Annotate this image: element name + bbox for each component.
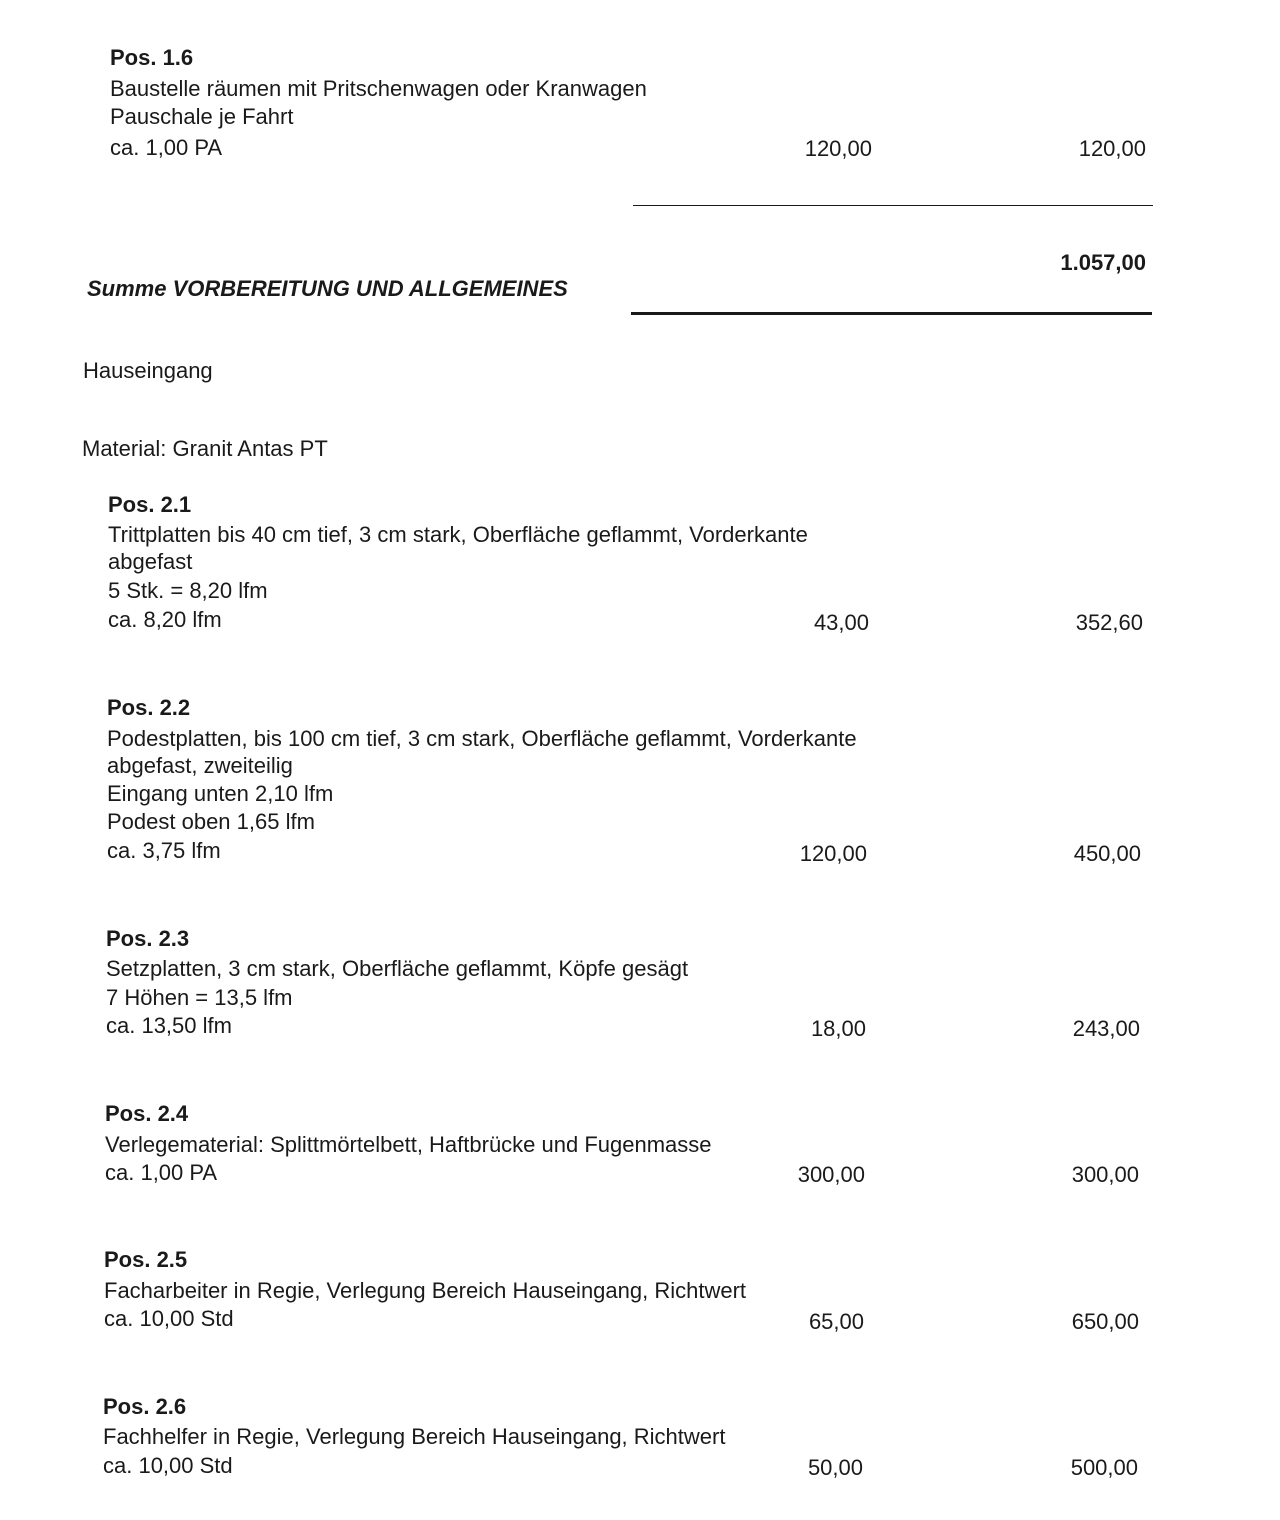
position-total: 650,00	[1071, 1309, 1139, 1334]
position-description-line: Facharbeiter in Regie, Verlegung Bereich Hauseingang, Richtwert	[104, 1278, 747, 1303]
position-unit-price: 300,00	[797, 1162, 865, 1187]
position-quantity: ca. 1,00 PA	[110, 135, 223, 160]
position-description-line: Eingang unten 2,10 lfm	[107, 781, 334, 806]
position-total: 450,00	[1073, 841, 1141, 866]
position-total: 300,00	[1071, 1162, 1139, 1187]
position-number: Pos. 1.6	[110, 45, 194, 70]
position-description-line: Podestplatten, bis 100 cm tief, 3 cm stark, Oberfläche geflammt, Vorderkante	[107, 726, 857, 751]
summary-total: 1.057,00	[1060, 250, 1146, 275]
position-description-line: abgefast	[108, 549, 193, 574]
position-quantity: ca. 8,20 lfm	[108, 607, 222, 632]
position-quantity: ca. 10,00 Std	[104, 1306, 234, 1331]
position-description-line: Pauschale je Fahrt	[110, 104, 294, 129]
position-total: 352,60	[1075, 610, 1143, 635]
position-description-line: 7 Höhen = 13,5 lfm	[106, 985, 293, 1010]
position-unit-price: 120,00	[799, 841, 867, 866]
position-number: Pos. 2.5	[104, 1247, 188, 1272]
position-description-line: Setzplatten, 3 cm stark, Oberfläche geflammt, Köpfe gesägt	[106, 956, 689, 981]
position-total: 243,00	[1072, 1016, 1140, 1041]
position-description-line: Verlegematerial: Splittmörtelbett, Haftbrücke und Fugenmasse	[105, 1132, 712, 1157]
position-description-line: abgefast, zweiteilig	[107, 753, 293, 778]
position-unit-price: 50,00	[807, 1455, 863, 1480]
position-quantity: ca. 13,50 lfm	[106, 1013, 232, 1038]
position-unit-price: 43,00	[813, 610, 869, 635]
position-description-line: Fachhelfer in Regie, Verlegung Bereich Hauseingang, Richtwert	[103, 1424, 726, 1449]
position-number: Pos. 2.6	[103, 1394, 187, 1419]
position-total: 500,00	[1070, 1455, 1138, 1480]
position-description-line: 5 Stk. = 8,20 lfm	[108, 578, 268, 603]
position-unit-price: 18,00	[810, 1016, 866, 1041]
summary-double-rule	[631, 312, 1152, 315]
material-note: Material: Granit Antas PT	[82, 436, 328, 461]
position-number: Pos. 2.2	[107, 695, 191, 720]
position-number: Pos. 2.1	[108, 492, 192, 517]
position-unit-price: 120,00	[804, 136, 872, 161]
position-description-line: Baustelle räumen mit Pritschenwagen oder Kranwagen	[110, 76, 647, 101]
position-number: Pos. 2.3	[106, 926, 190, 951]
subtotal-rule	[633, 205, 1153, 206]
position-quantity: ca. 1,00 PA	[105, 1160, 218, 1185]
position-total: 120,00	[1078, 136, 1146, 161]
position-description-line: Podest oben 1,65 lfm	[107, 809, 315, 834]
position-quantity: ca. 10,00 Std	[103, 1453, 233, 1478]
section-title: Hauseingang	[83, 358, 213, 383]
position-unit-price: 65,00	[808, 1309, 864, 1334]
position-description-line: Trittplatten bis 40 cm tief, 3 cm stark, Oberfläche geflammt, Vorderkante	[108, 522, 808, 547]
summary-label: Summe VORBEREITUNG UND ALLGEMEINES	[87, 276, 568, 301]
position-number: Pos. 2.4	[105, 1101, 189, 1126]
position-quantity: ca. 3,75 lfm	[107, 838, 221, 863]
